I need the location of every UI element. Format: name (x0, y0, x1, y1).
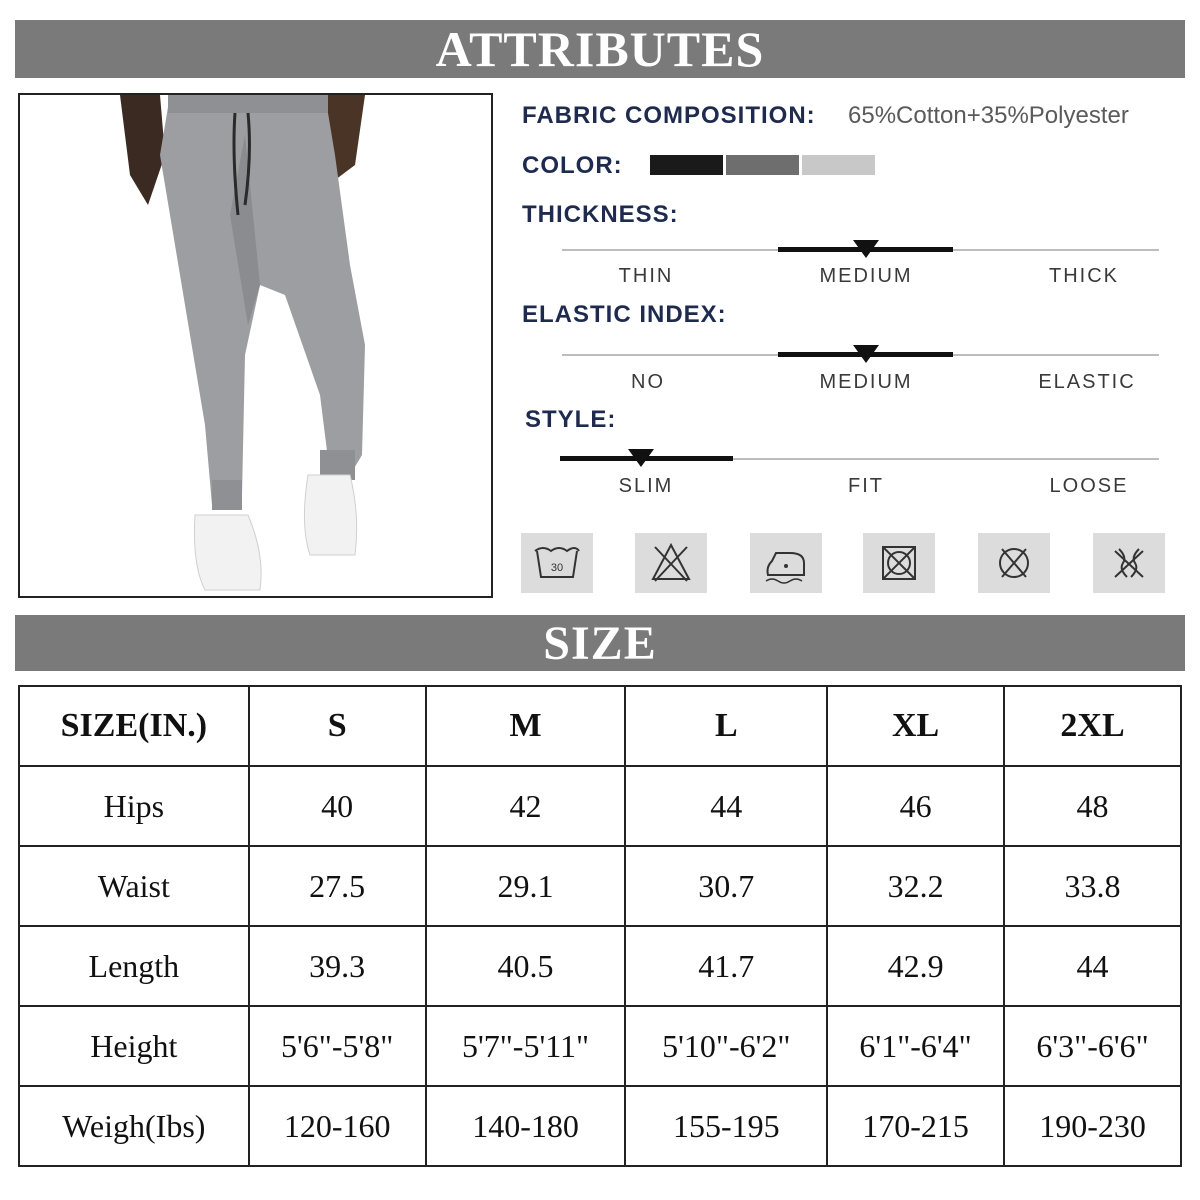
size-table-header (19, 686, 1181, 766)
table-cell: 44 (1004, 926, 1181, 1006)
color-swatch-light-gray (802, 155, 875, 175)
style-tick-fit: FIT (848, 475, 884, 497)
table-cell: 170-215 (827, 1086, 1004, 1166)
table-cell: 46 (827, 766, 1004, 846)
row-label: Waist (19, 846, 249, 926)
product-photo (18, 93, 493, 598)
table-cell: 42.9 (827, 926, 1004, 1006)
thickness-tick-thin: THIN (618, 265, 674, 287)
iron-low-icon (750, 533, 822, 593)
size-banner: SIZE (15, 615, 1185, 671)
table-cell: 39.3 (249, 926, 426, 1006)
table-cell: 44 (625, 766, 827, 846)
table-cell: 140-180 (426, 1086, 626, 1166)
table-cell: 32.2 (827, 846, 1004, 926)
row-label: Hips (19, 766, 249, 846)
style-label: STYLE: (525, 406, 617, 433)
elastic-tick-no: NO (631, 371, 665, 393)
size-table (18, 685, 1182, 1167)
fabric-label: FABRIC COMPOSITION: (522, 102, 816, 129)
header-cell: SIZE(IN.) (19, 686, 249, 766)
table-cell: 5'7"-5'11" (426, 1006, 626, 1086)
table-cell: 5'6"-5'8" (249, 1006, 426, 1086)
fabric-value: 65%Cotton+35%Polyester (848, 102, 1129, 129)
do-not-dry-clean-icon (978, 533, 1050, 593)
header-cell: XL (827, 686, 1004, 766)
table-cell: 33.8 (1004, 846, 1181, 926)
do-not-tumble-dry-icon (863, 533, 935, 593)
table-cell: 42 (426, 766, 626, 846)
elastic-tick-medium: MEDIUM (819, 371, 913, 393)
row-label: Weigh(Ibs) (19, 1086, 249, 1166)
row-label: Height (19, 1006, 249, 1086)
jogger-pants-image (20, 95, 491, 596)
svg-text:30: 30 (550, 562, 564, 574)
style-tick-slim: SLIM (618, 475, 674, 497)
wash-30-icon (521, 533, 593, 593)
table-row (19, 846, 1181, 926)
table-cell: 41.7 (625, 926, 827, 1006)
table-row (19, 1006, 1181, 1086)
color-swatch-gray (726, 155, 799, 175)
style-marker-icon (628, 449, 654, 467)
attributes-banner: ATTRIBUTES (15, 20, 1185, 78)
thickness-label: THICKNESS: (522, 201, 679, 228)
table-cell: 40.5 (426, 926, 626, 1006)
table-cell: 5'10"-6'2" (625, 1006, 827, 1086)
style-tick-loose: LOOSE (1049, 475, 1129, 497)
table-row (19, 1086, 1181, 1166)
color-label: COLOR: (522, 152, 623, 179)
elastic-index-label: ELASTIC INDEX: (522, 301, 727, 328)
table-row (19, 926, 1181, 1006)
table-cell: 48 (1004, 766, 1181, 846)
table-row (19, 766, 1181, 846)
table-cell: 6'1"-6'4" (827, 1006, 1004, 1086)
table-cell: 120-160 (249, 1086, 426, 1166)
do-not-wring-icon (1093, 533, 1165, 593)
thickness-tick-medium: MEDIUM (819, 265, 913, 287)
table-cell: 6'3"-6'6" (1004, 1006, 1181, 1086)
elastic-marker-icon (853, 345, 879, 363)
color-swatch-black (650, 155, 723, 175)
table-cell: 190-230 (1004, 1086, 1181, 1166)
do-not-bleach-icon (635, 533, 707, 593)
thickness-marker-icon (853, 240, 879, 258)
header-cell: L (625, 686, 827, 766)
table-cell: 30.7 (625, 846, 827, 926)
header-cell: S (249, 686, 426, 766)
table-cell: 27.5 (249, 846, 426, 926)
table-cell: 29.1 (426, 846, 626, 926)
table-cell: 155-195 (625, 1086, 827, 1166)
elastic-tick-elastic: ELASTIC (1038, 371, 1136, 393)
header-cell: M (426, 686, 626, 766)
header-cell: 2XL (1004, 686, 1181, 766)
thickness-tick-thick: THICK (1049, 265, 1119, 287)
row-label: Length (19, 926, 249, 1006)
table-cell: 40 (249, 766, 426, 846)
